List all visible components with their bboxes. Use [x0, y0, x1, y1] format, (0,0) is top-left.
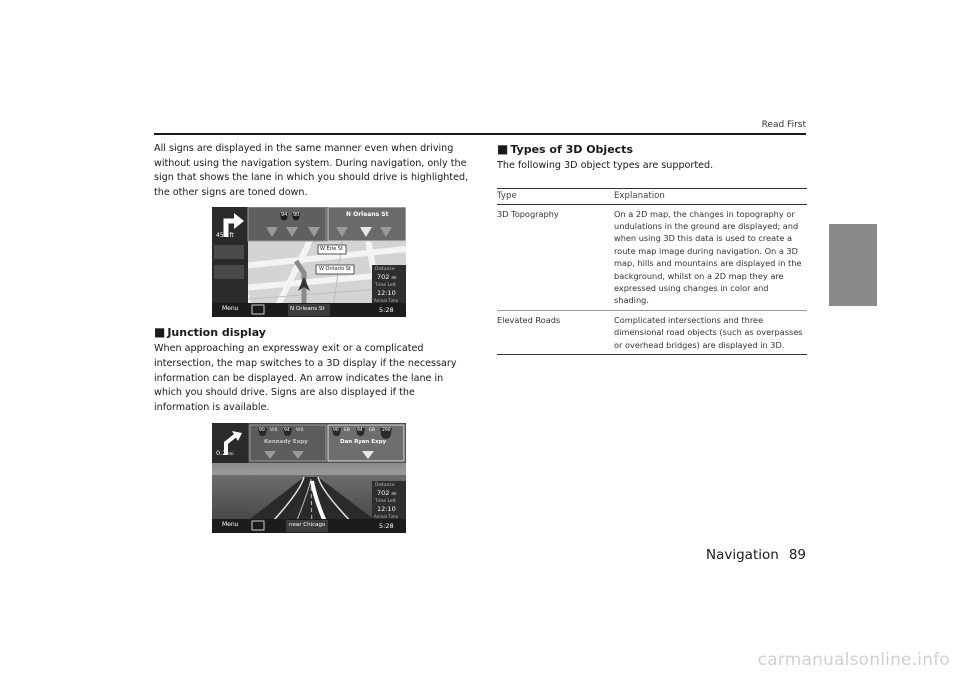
- intro-paragraph: All signs are displayed in the same manner even when driving without using the navigation system. During navigation, only the sign that shows the lane in which you should drive is highlighted, the other signs are toned down.: [154, 143, 469, 198]
- table-row: [497, 205, 807, 311]
- route-shield-90: 90: [293, 212, 300, 219]
- type-cell: Elevated Roads: [497, 314, 561, 325]
- junction-display-heading: ■ Junction display: [154, 325, 266, 340]
- page-number: 89: [788, 547, 806, 563]
- arrival-time-value: 5:28: [379, 306, 394, 315]
- current-location: near Chicago: [289, 522, 326, 529]
- header-rule: [154, 133, 806, 135]
- route-shield-94: 94: [281, 212, 288, 219]
- sign-street-name: N Orleans St: [346, 211, 389, 219]
- arrival-time-label: Arrival Time: [374, 514, 399, 520]
- time-left-label: Time Left: [375, 283, 396, 289]
- navigation-screenshot-map: [212, 207, 406, 317]
- distance-value: 702 mi: [377, 489, 397, 498]
- column-header-explanation: Explanation: [614, 191, 665, 202]
- site-watermark: carmanualsonline.info: [757, 650, 950, 670]
- table-row: [497, 311, 807, 355]
- types-3d-heading: ■ Types of 3D Objects: [497, 142, 633, 156]
- turn-distance: 0.2 mi: [216, 449, 234, 458]
- arrival-time-value: 5:28: [379, 522, 394, 531]
- types-3d-intro: The following 3D object types are supported.: [497, 160, 714, 171]
- direction-eb-b: EB: [369, 428, 375, 434]
- distance-label: Distance: [375, 483, 395, 489]
- footer-section-name: Navigation: [705, 547, 779, 563]
- right-column: [497, 142, 807, 355]
- page-footer: [706, 547, 806, 563]
- table-header-row: [497, 189, 807, 205]
- direction-wb-a: WB: [270, 428, 278, 434]
- direction-wb-b: WB: [296, 428, 304, 434]
- explanation-cell: Complicated intersections and three dimensional road objects (such as overpasses or overhead bridges) are displayed in 3D.: [614, 314, 803, 350]
- distance-label: Distance: [375, 267, 395, 273]
- route-shield-94-right: 94: [357, 428, 363, 434]
- time-left-label: Time Left: [375, 499, 396, 505]
- column-header-type: Type: [497, 191, 517, 202]
- time-left-value: 12:10: [377, 505, 396, 514]
- left-column: [154, 142, 472, 540]
- map-label-erie: W Erie St: [320, 246, 343, 253]
- direction-eb-a: EB: [344, 428, 350, 434]
- route-shield-94-left: 94: [284, 428, 290, 434]
- navigation-screenshot-junction: [212, 423, 406, 533]
- distance-value: 702 mi: [377, 273, 397, 282]
- route-shield-90-left: 90: [259, 428, 265, 434]
- explanation-cell: On a 2D map, the changes in topography or undulations in the ground are displayed; and when using 3D this data is used to create a route map image during navigation. On a 3D map, hills and mountains are displayed in the background, whilst on a 2D map they are expressed using changes in color and shading.: [614, 208, 802, 306]
- menu-button[interactable]: Menu: [222, 521, 239, 529]
- current-street: N Orleans St: [290, 306, 325, 313]
- arrival-time-label: Arrival Time: [374, 298, 399, 304]
- map-label-ontario: W Ontario St: [319, 266, 351, 273]
- left-sign-name: Kennedy Expy: [264, 439, 308, 446]
- type-cell: 3D Topography: [497, 208, 559, 219]
- object-types-table: [497, 188, 807, 355]
- junction-display-paragraph: When approaching an expressway exit or a complicated intersection, the map switches to a 3D display if the necessary information can be displayed. An arrow indicates the lane in which you should drive. Signs are also displayed if the information is available.: [154, 343, 457, 413]
- menu-button[interactable]: Menu: [222, 305, 239, 313]
- turn-distance: 450 ft: [216, 232, 234, 240]
- header-section-label: Read First: [761, 120, 806, 130]
- time-left-value: 12:10: [377, 289, 396, 298]
- chapter-side-tab: [829, 224, 877, 306]
- right-sign-name: Dan Ryan Expy: [340, 439, 387, 446]
- route-shield-290: 290: [382, 428, 391, 434]
- route-shield-90-right: 90: [333, 428, 339, 434]
